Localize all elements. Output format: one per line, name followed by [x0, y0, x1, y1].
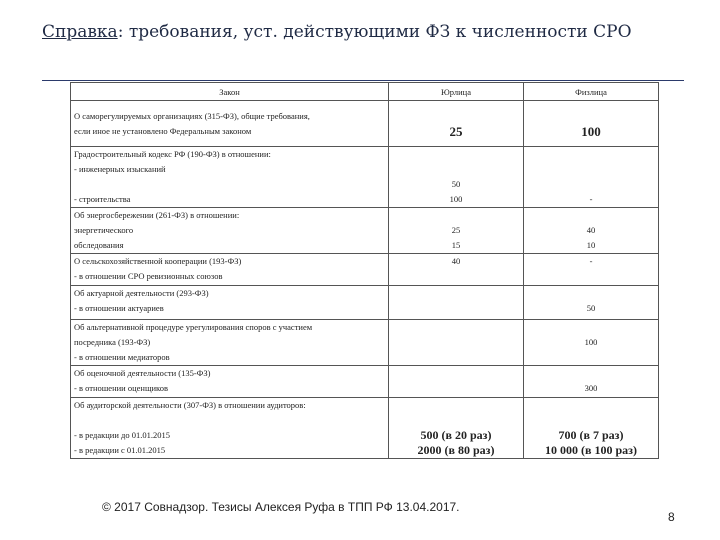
cell-line: посредника (193-ФЗ) — [74, 337, 151, 347]
cell-line — [527, 286, 655, 301]
cell-legal — [389, 366, 524, 398]
cell-line: 50 — [451, 179, 461, 189]
slide-title-key: Справка — [42, 22, 118, 42]
cell-line: обследования — [74, 240, 124, 250]
slide-title — [42, 22, 702, 42]
cell-line: 50 — [586, 303, 596, 313]
cell-line: 100 — [584, 337, 598, 347]
cell-line — [392, 413, 520, 428]
cell-line — [527, 398, 655, 413]
table-row — [71, 101, 659, 147]
cell-line: 100 — [449, 194, 463, 204]
cell-phys — [524, 398, 659, 459]
cell-line — [527, 109, 655, 124]
cell-line: Об альтернативной процедуре урегулирования споров с участием — [74, 322, 313, 332]
cell-phys — [524, 320, 659, 366]
cell-line: - в отношении актуариев — [74, 303, 164, 313]
table-row — [71, 286, 659, 320]
cell-line: - в отношении оценщиков — [74, 383, 169, 393]
cell-law — [71, 101, 389, 147]
footer-note: © 2017 Совнадзор. Тезисы Алексея Руфа в ТПП РФ 13.04.2017. — [102, 500, 460, 514]
header-legal: Юрлица — [389, 83, 524, 101]
cell-line: Об энергосбережении (261-ФЗ) в отношении: — [74, 210, 240, 220]
table-row — [71, 366, 659, 398]
cell-line: О саморегулируемых организациях (315-ФЗ), общие требования, — [74, 110, 310, 121]
cell-line: О сельскохозяйственной кооперации (193-ФЗ) — [74, 256, 242, 266]
cell-line — [392, 208, 520, 223]
table-row — [71, 398, 659, 459]
cell-phys — [524, 366, 659, 398]
cell-line — [74, 177, 385, 192]
cell-law — [71, 398, 389, 459]
cell-line: 2000 (в 80 раз) — [417, 443, 495, 457]
cell-line — [527, 208, 655, 223]
cell-line — [527, 177, 655, 192]
cell-line: Об актуарной деятельности (293-ФЗ) — [74, 288, 209, 298]
header-phys: Физлица — [524, 83, 659, 101]
cell-legal — [389, 147, 524, 208]
cell-line — [527, 147, 655, 162]
cell-line: - в отношении СРО ревизионных союзов — [74, 271, 223, 281]
cell-line — [392, 366, 520, 381]
cell-law — [71, 254, 389, 286]
cell-legal — [389, 286, 524, 320]
cell-line: - в отношении медиаторов — [74, 352, 170, 362]
cell-legal — [389, 398, 524, 459]
cell-line — [392, 398, 520, 413]
cell-line — [527, 366, 655, 381]
cell-line: 25 — [449, 123, 463, 139]
cell-line: Об оценочной деятельности (135-ФЗ) — [74, 368, 211, 378]
cell-phys — [524, 147, 659, 208]
cell-line: энергетического — [74, 225, 134, 235]
cell-line: 100 — [581, 123, 601, 139]
cell-line: - — [589, 256, 593, 266]
cell-line: - в редакции с 01.01.2015 — [74, 445, 166, 455]
cell-phys — [524, 254, 659, 286]
table-row — [71, 254, 659, 286]
title-divider — [42, 80, 684, 81]
cell-line: 15 — [451, 240, 461, 250]
cell-line: 500 (в 20 раз) — [420, 428, 492, 442]
cell-line: 300 — [584, 383, 598, 393]
cell-legal — [389, 208, 524, 254]
table-row — [71, 208, 659, 254]
cell-law — [71, 366, 389, 398]
cell-line — [392, 162, 520, 177]
requirements-table — [70, 82, 659, 459]
cell-phys — [524, 101, 659, 147]
cell-line: - строительства — [74, 194, 131, 204]
table-row — [71, 320, 659, 366]
cell-line — [392, 320, 520, 335]
cell-phys — [524, 208, 659, 254]
cell-line: 40 — [586, 225, 596, 235]
header-law: Закон — [71, 83, 389, 101]
page-number: 8 — [668, 510, 675, 524]
cell-phys — [524, 286, 659, 320]
cell-law — [71, 147, 389, 208]
table-header-row — [71, 83, 659, 101]
cell-line — [74, 413, 385, 428]
table-row — [71, 147, 659, 208]
cell-line: - в редакции до 01.01.2015 — [74, 430, 170, 440]
cell-line: 700 (в 7 раз) — [558, 428, 624, 442]
cell-law — [71, 286, 389, 320]
cell-law — [71, 320, 389, 366]
cell-legal — [389, 254, 524, 286]
cell-legal — [389, 101, 524, 147]
cell-line: - — [589, 194, 593, 204]
cell-line — [527, 162, 655, 177]
cell-line: 40 — [451, 256, 461, 266]
cell-law — [71, 208, 389, 254]
cell-line — [527, 320, 655, 335]
cell-legal — [389, 320, 524, 366]
cell-line: Об аудиторской деятельности (307-ФЗ) в отношении аудиторов: — [74, 400, 306, 410]
cell-line — [392, 147, 520, 162]
cell-line: 25 — [451, 225, 461, 235]
cell-line: 10 000 (в 100 раз) — [545, 443, 637, 457]
cell-line — [392, 286, 520, 301]
cell-line — [527, 413, 655, 428]
cell-line: Градостроительный кодекс РФ (190-ФЗ) в отношении: — [74, 149, 271, 159]
cell-line — [392, 109, 520, 124]
cell-line: 10 — [586, 240, 596, 250]
slide-title-rest: : требования, уст. действующими ФЗ к численности СРО — [117, 22, 632, 42]
cell-line: если иное не установлено Федеральным законом — [74, 125, 252, 136]
cell-line: - инженерных изысканий — [74, 164, 166, 174]
